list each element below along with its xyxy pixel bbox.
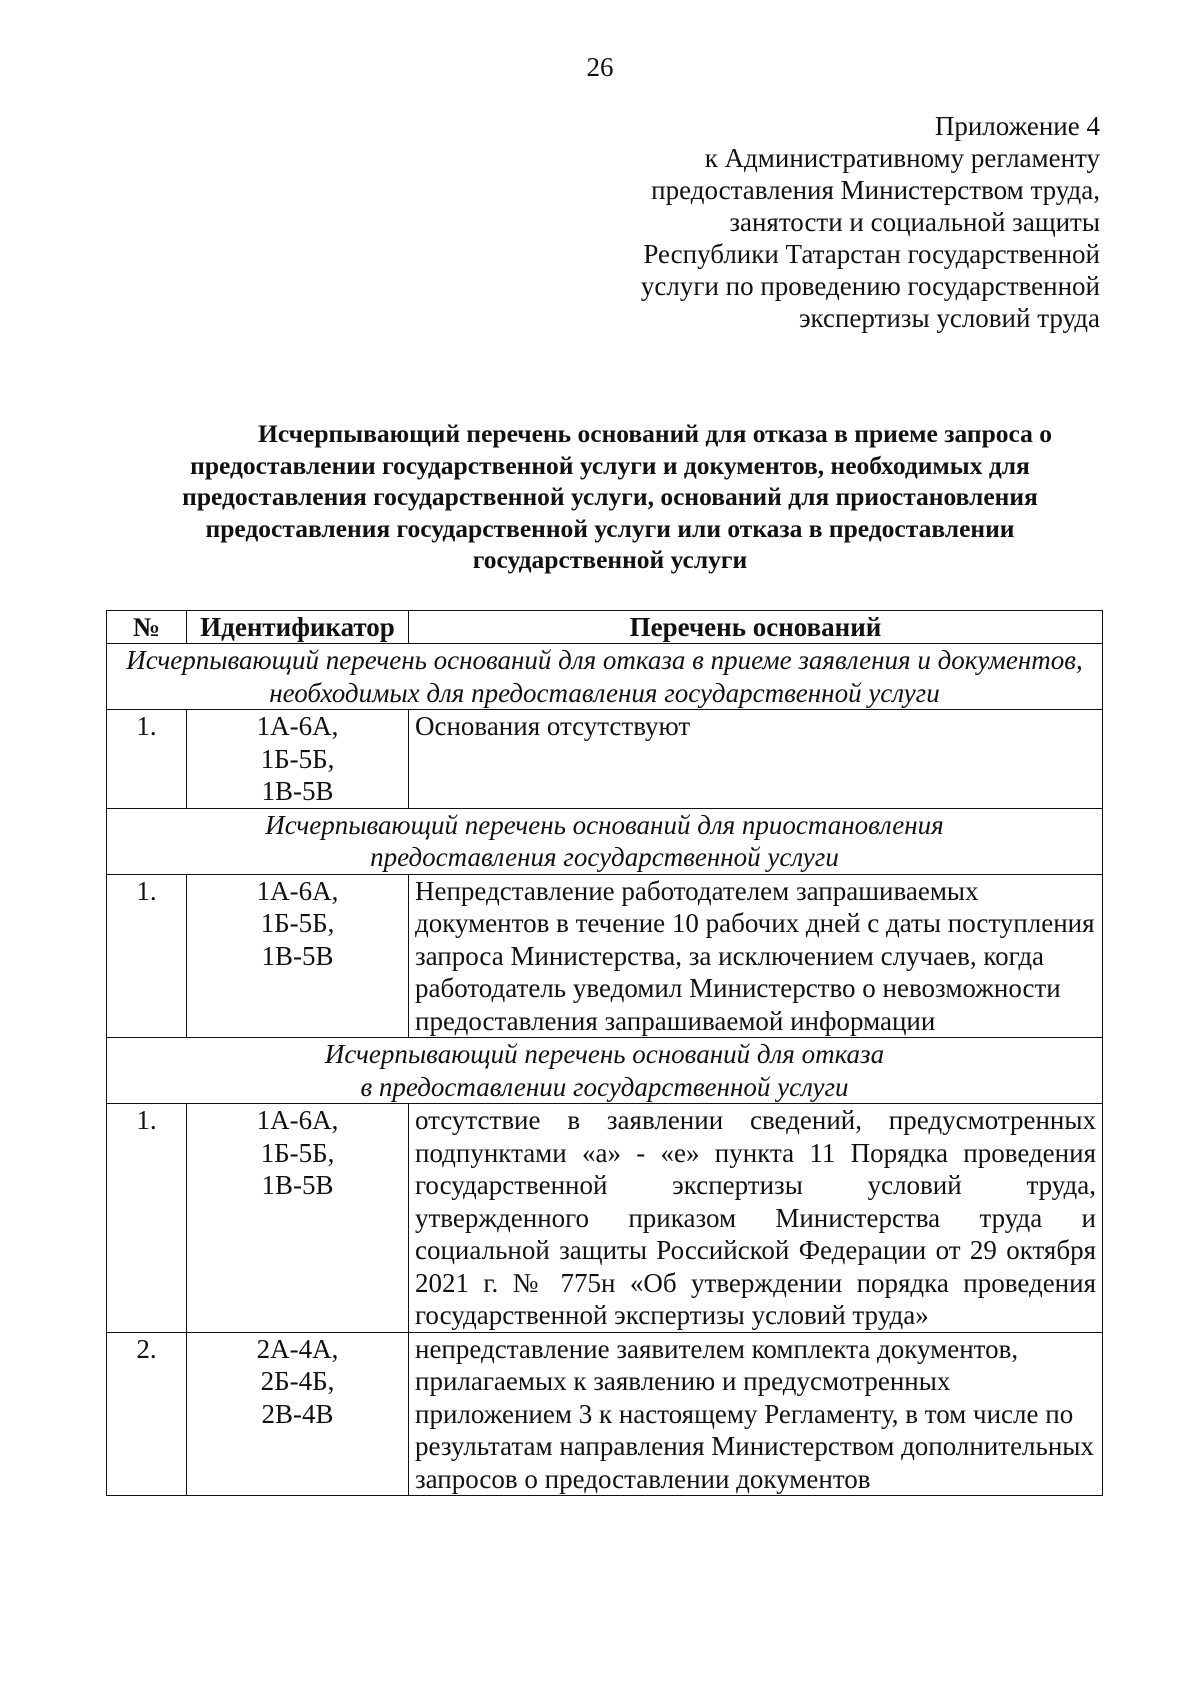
identifier-line: 1А-6А,	[256, 711, 339, 741]
section-title-line: в предоставлении государственной услуги	[360, 1071, 849, 1102]
row-grounds-text: отсутствие в заявлении сведений, предусмотренных подпунктами «а» - «е» пункта 11 Порядка проведения государственной экспертизы условий труда, утвержденного приказом Министерства труда и социальной защиты Российской Федерации от 29 октября 2021 г. № 775н «Об утверждении порядка проведения государственной экспертизы условий труда»	[409, 1104, 1103, 1333]
identifier-line: 2А-4А,	[256, 1333, 339, 1364]
section-title-row	[107, 644, 1103, 710]
row-identifier	[187, 1332, 409, 1496]
section-title-row	[107, 1038, 1103, 1104]
identifier-line: 1А-6А,	[256, 1105, 339, 1135]
section-title-row	[107, 808, 1103, 874]
section-title	[107, 808, 1103, 874]
section-title-line: Исчерпывающий перечень оснований для отказа в приеме заявления и документов,	[126, 645, 1083, 675]
document-title	[120, 418, 1100, 576]
table-row	[107, 710, 1103, 809]
table-row	[107, 1332, 1103, 1496]
row-identifier	[187, 1104, 409, 1333]
header-number: №	[107, 611, 187, 644]
section-title-line: необходимых для предоставления государственной услуги	[269, 677, 940, 708]
section-title	[107, 1038, 1103, 1104]
section-title-line: Исчерпывающий перечень оснований для приостановления	[265, 809, 944, 840]
row-number: 2.	[107, 1332, 187, 1496]
appendix-header	[540, 110, 1100, 334]
row-identifier	[187, 874, 409, 1038]
section-title-line: Исчерпывающий перечень оснований для отказа	[324, 1039, 885, 1069]
title-line: предоставлении государственной услуги и документов, необходимых для	[190, 450, 1030, 480]
identifier-line: 2В-4В	[261, 1398, 334, 1429]
appendix-line: к Административному регламенту	[704, 143, 1100, 173]
identifier-line: 1Б-5Б,	[260, 1137, 335, 1168]
page-number: 26	[586, 52, 614, 82]
title-line: Исчерпывающий перечень оснований для отказа в приеме запроса о	[257, 419, 1053, 448]
identifier-line: 1А-6А,	[256, 875, 339, 906]
row-number: 1.	[107, 874, 187, 1038]
section-title	[107, 644, 1103, 710]
appendix-line: Приложение 4	[934, 111, 1100, 141]
header-grounds-list: Перечень оснований	[409, 611, 1103, 644]
title-line: предоставления государственной услуги, оснований для приостановления	[182, 482, 1038, 511]
table-row	[107, 1104, 1103, 1333]
appendix-line: предоставления Министерством труда,	[651, 175, 1100, 205]
row-identifier	[187, 710, 409, 809]
row-grounds-text: непредставление заявителем комплекта документов, прилагаемых к заявлению и предусмотренных приложением 3 к настоящему Регламенту, в том числе по результатам направления Министерством дополнительных запросов о предоставлении документов	[409, 1332, 1103, 1496]
identifier-line: 2Б-4Б,	[260, 1366, 335, 1396]
identifier-line: 1В-5В	[261, 1170, 334, 1200]
appendix-line: Республики Татарстан государственной	[643, 239, 1100, 269]
appendix-line: услуги по проведению государственной	[640, 271, 1100, 301]
row-number: 1.	[107, 710, 187, 809]
identifier-line: 1Б-5Б,	[260, 908, 335, 938]
appendix-line: занятости и социальной защиты	[729, 207, 1100, 237]
row-grounds-text: Основания отсутствуют	[409, 710, 1103, 809]
identifier-line: 1Б-5Б,	[260, 743, 335, 774]
header-identifier: Идентификатор	[187, 611, 409, 644]
row-number: 1.	[107, 1104, 187, 1333]
table-header-row	[107, 611, 1103, 644]
section-title-line: предоставления государственной услуги	[370, 842, 839, 872]
row-grounds-text: Непредставление работодателем запрашиваемых документов в течение 10 рабочих дней с даты поступления запроса Министерства, за исключением случаев, когда работодатель уведомил Министерство о невозможности предоставления запрашиваемой информации	[409, 874, 1103, 1038]
identifier-line: 1В-5В	[261, 776, 334, 806]
title-line: предоставления государственной услуги или отказа в предоставлении	[205, 513, 1015, 543]
table-row	[107, 874, 1103, 1038]
identifier-line: 1В-5В	[261, 940, 334, 971]
appendix-line: экспертизы условий труда	[798, 303, 1100, 333]
grounds-table	[106, 610, 1103, 1496]
title-line: государственной услуги	[472, 545, 748, 574]
